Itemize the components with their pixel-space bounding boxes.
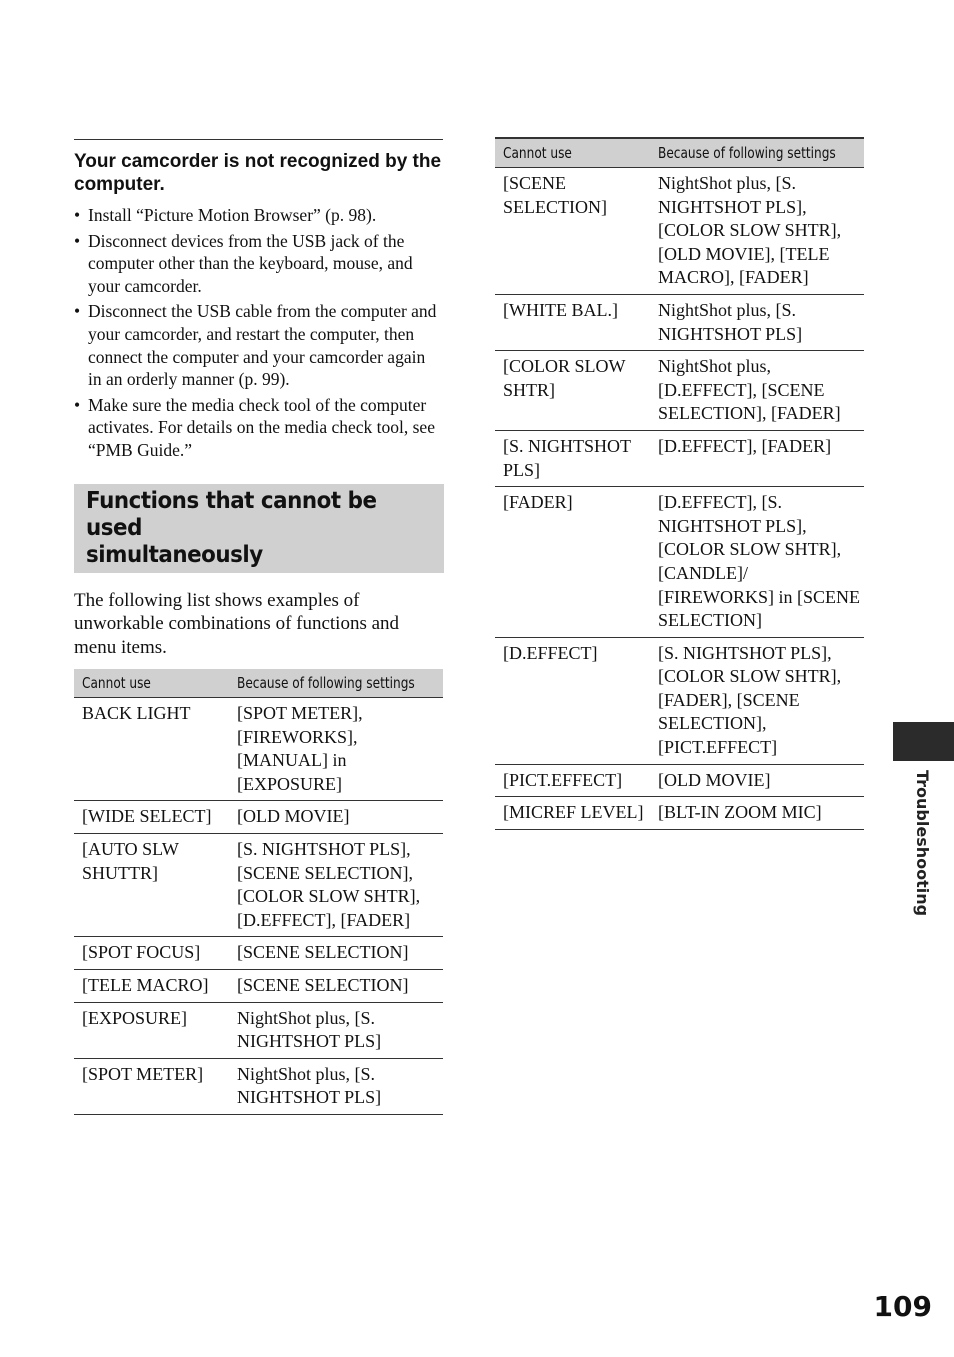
cell-because: NightShot plus, [S. NIGHTSHOT PLS] <box>229 1002 443 1058</box>
table-row <box>495 351 864 431</box>
table-row <box>74 1058 443 1114</box>
table-row <box>74 801 443 834</box>
table-row <box>74 698 443 801</box>
cell-cannot: [SPOT FOCUS] <box>74 937 229 970</box>
section-title <box>86 488 430 569</box>
cell-because: [SPOT METER], [FIREWORKS], [MANUAL] in [EXPOSURE] <box>229 698 443 801</box>
functions-table-left <box>74 669 443 1115</box>
section-heading-band <box>74 484 444 573</box>
cell-cannot: [EXPOSURE] <box>74 1002 229 1058</box>
cell-because: [OLD MOVIE] <box>650 764 864 797</box>
cell-because: [S. NIGHTSHOT PLS], [SCENE SELECTION], [COLOR SLOW SHTR], [D.EFFECT], [FADER] <box>229 834 443 937</box>
right-column <box>495 137 864 830</box>
cell-cannot: [TELE MACRO] <box>74 969 229 1002</box>
header-because: Because of following settings <box>650 138 864 168</box>
cell-cannot: [D.EFFECT] <box>495 637 650 764</box>
table-row <box>495 764 864 797</box>
question-title: Your camcorder is not recognized by the computer. <box>74 151 442 195</box>
bullet-item: • Disconnect the USB cable from the computer and your camcorder, and restart the computer, then connect the computer and your camcorder again in an orderly manner (p. 99). <box>74 300 443 390</box>
left-column <box>74 139 443 1115</box>
chapter-tab-marker <box>893 722 954 761</box>
cell-because: [OLD MOVIE] <box>229 801 443 834</box>
header-because: Because of following settings <box>229 669 443 698</box>
table-row <box>495 487 864 638</box>
page-number: 109 <box>873 1290 932 1323</box>
header-cannot-use: Cannot use <box>74 669 229 698</box>
table-row <box>74 1002 443 1058</box>
table-row <box>74 937 443 970</box>
cell-cannot: [MICREF LEVEL] <box>495 797 650 830</box>
cell-cannot: BACK LIGHT <box>74 698 229 801</box>
table-header-row <box>495 138 864 168</box>
table-row <box>74 834 443 937</box>
cell-cannot: [AUTO SLW SHUTTR] <box>74 834 229 937</box>
section-title-line1: Functions that cannot be used <box>86 487 377 541</box>
cell-because: [D.EFFECT], [S. NIGHTSHOT PLS], [COLOR SLOW SHTR], [CANDLE]/ [FIREWORKS] in [SCENE SELECTION] <box>650 487 864 638</box>
header-cannot-use: Cannot use <box>495 138 650 168</box>
cell-cannot: [PICT.EFFECT] <box>495 764 650 797</box>
cell-because: NightShot plus, [D.EFFECT], [SCENE SELECTION], [FADER] <box>650 351 864 431</box>
cell-cannot: [WIDE SELECT] <box>74 801 229 834</box>
chapter-side-label: Troubleshooting <box>913 770 932 917</box>
cell-cannot: [COLOR SLOW SHTR] <box>495 351 650 431</box>
cell-because: [SCENE SELECTION] <box>229 969 443 1002</box>
bullet-item: • Make sure the media check tool of the computer activates. For details on the media check tool, see “PMB Guide.” <box>74 394 443 462</box>
cell-cannot: [WHITE BAL.] <box>495 294 650 350</box>
cell-cannot: [SCENE SELECTION] <box>495 168 650 295</box>
question-rule <box>74 139 443 140</box>
cell-because: NightShot plus, [S. NIGHTSHOT PLS], [COLOR SLOW SHTR], [OLD MOVIE], [TELE MACRO], [FADER] <box>650 168 864 295</box>
cell-because: [SCENE SELECTION] <box>229 937 443 970</box>
section-intro: The following list shows examples of unworkable combinations of functions and menu items. <box>74 589 400 658</box>
table-row <box>495 430 864 486</box>
cell-because: NightShot plus, [S. NIGHTSHOT PLS] <box>229 1058 443 1114</box>
cell-because: [S. NIGHTSHOT PLS], [COLOR SLOW SHTR], [FADER], [SCENE SELECTION], [PICT.EFFECT] <box>650 637 864 764</box>
cell-cannot: [FADER] <box>495 487 650 638</box>
question-bullets <box>74 204 443 462</box>
cell-cannot: [S. NIGHTSHOT PLS] <box>495 430 650 486</box>
bullet-item: • Disconnect devices from the USB jack of the computer other than the keyboard, mouse, and your camcorder. <box>74 230 443 298</box>
table-row <box>495 294 864 350</box>
cell-because: NightShot plus, [S. NIGHTSHOT PLS] <box>650 294 864 350</box>
table-row <box>74 969 443 1002</box>
functions-table-right <box>495 137 864 830</box>
table-row <box>495 168 864 295</box>
table-row <box>495 637 864 764</box>
section-title-line2: simultaneously <box>86 541 263 568</box>
table-header-row <box>74 669 443 698</box>
bullet-item: • Install “Picture Motion Browser” (p. 98). <box>74 204 443 227</box>
cell-because: [BLT-IN ZOOM MIC] <box>650 797 864 830</box>
cell-cannot: [SPOT METER] <box>74 1058 229 1114</box>
table-row <box>495 797 864 830</box>
cell-because: [D.EFFECT], [FADER] <box>650 430 864 486</box>
